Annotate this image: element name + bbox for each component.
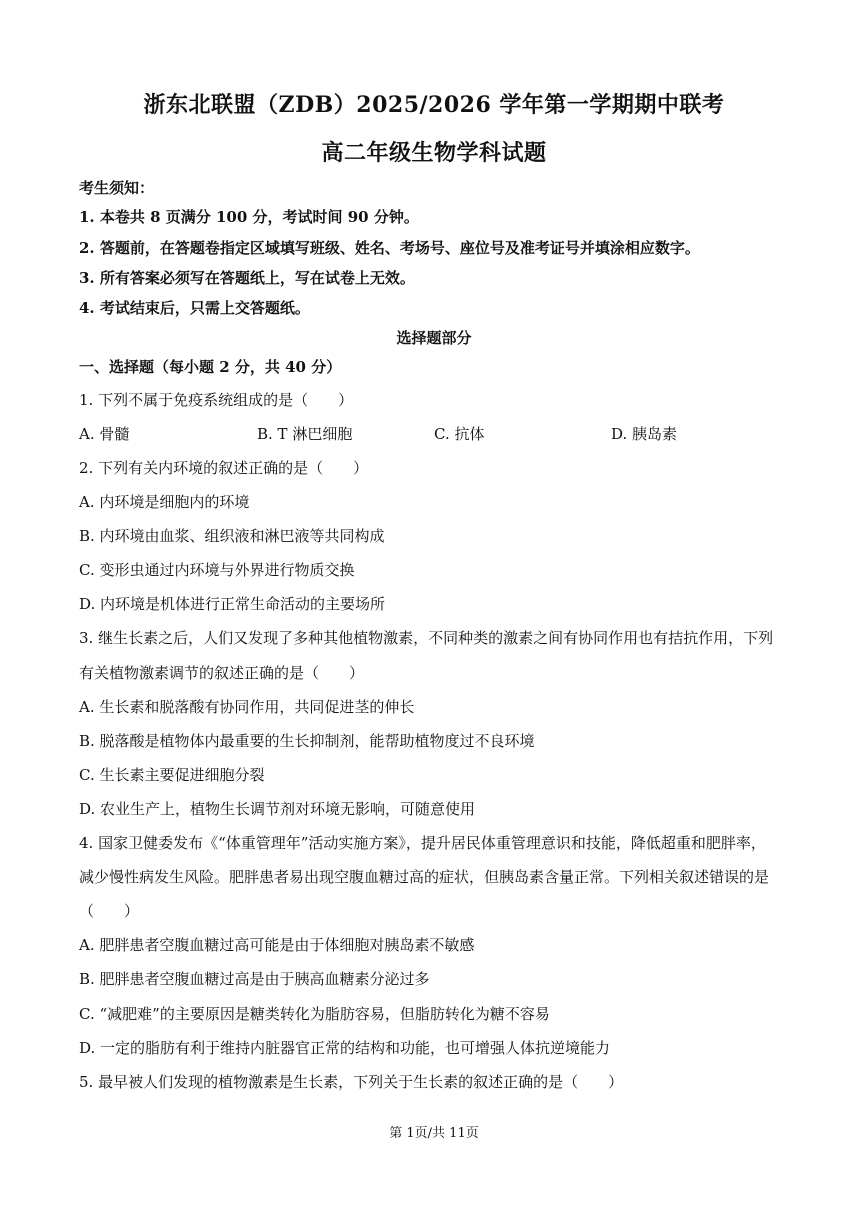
option-d: D. 一定的脂肪有利于维持内脏器官正常的结构和功能，也可增强人体抗逆境能力: [79, 1039, 611, 1057]
question-stem: 2. 下列有关内环境的叙述正确的是（ ）: [79, 459, 369, 477]
option-b: B. 内环境由血浆、组织液和淋巴液等共同构成: [79, 527, 385, 545]
question-stem: 1. 下列不属于免疫系统组成的是（ ）: [79, 391, 354, 409]
option-b: B. 肥胖患者空腹血糖过高是由于胰高血糖素分泌过多: [79, 970, 430, 988]
notice-item: 1. 本卷共 8 页满分 100 分，考试时间 90 分钟。: [79, 208, 419, 226]
option-d: D. 胰岛素: [611, 425, 678, 443]
section-heading: 一、选择题（每小题 2 分，共 40 分）: [79, 358, 342, 376]
notice-item: 4. 考试结束后，只需上交答题纸。: [79, 299, 310, 317]
option-a: A. 肥胖患者空腹血糖过高可能是由于体细胞对胰岛素不敏感: [79, 936, 475, 954]
option-c: C. “减肥难”的主要原因是糖类转化为脂肪容易，但脂肪转化为糖不容易: [79, 1005, 550, 1023]
question-stem-continued: （ ）: [79, 902, 140, 920]
question-stem: 5. 最早被人们发现的植物激素是生长素，下列关于生长素的叙述正确的是（ ）: [79, 1073, 624, 1091]
option-d: D. 内环境是机体进行正常生命活动的主要场所: [79, 595, 386, 613]
option-a: A. 骨髓: [79, 425, 130, 443]
question-stem-continued: 减少慢性病发生风险。肥胖患者易出现空腹血糖过高的症状，但胰岛素含量正常。下列相关叙述错误的是: [79, 868, 770, 886]
exam-title: 浙东北联盟（ZDB）2025/2026 学年第一学期期中联考: [143, 92, 725, 118]
question-stem: 3. 继生长素之后，人们又发现了多种其他植物激素，不同种类的激素之间有协同作用也有拮抗作用，下列: [79, 629, 774, 647]
notice-heading: 考生须知：: [79, 179, 155, 197]
option-c: C. 变形虫通过内环境与外界进行物质交换: [79, 561, 355, 579]
notice-item: 2. 答题前，在答题卷指定区域填写班级、姓名、考场号、座位号及准考证号并填涂相应数字。: [79, 239, 700, 257]
option-c: C. 生长素主要促进细胞分裂: [79, 766, 265, 784]
option-b: B. 脱落酸是植物体内最重要的生长抑制剂，能帮助植物度过不良环境: [79, 732, 535, 750]
notice-item: 3. 所有答案必须写在答题纸上，写在试卷上无效。: [79, 269, 415, 287]
exam-subtitle: 高二年级生物学科试题: [321, 140, 547, 166]
option-a: A. 生长素和脱落酸有协同作用，共同促进茎的伸长: [79, 698, 415, 716]
option-c: C. 抗体: [434, 425, 485, 443]
page-number: 第 1页/共 11页: [389, 1126, 479, 1141]
option-b: B. T 淋巴细胞: [257, 425, 353, 443]
part-title: 选择题部分: [396, 329, 472, 347]
option-a: A. 内环境是细胞内的环境: [79, 493, 250, 511]
question-stem-continued: 有关植物激素调节的叙述正确的是（ ）: [79, 664, 365, 682]
option-d: D. 农业生产上，植物生长调节剂对环境无影响，可随意使用: [79, 800, 476, 818]
question-stem: 4. 国家卫健委发布《“体重管理年”活动实施方案》，提升居民体重管理意识和技能，降低超重和肥胖率，: [79, 834, 766, 852]
